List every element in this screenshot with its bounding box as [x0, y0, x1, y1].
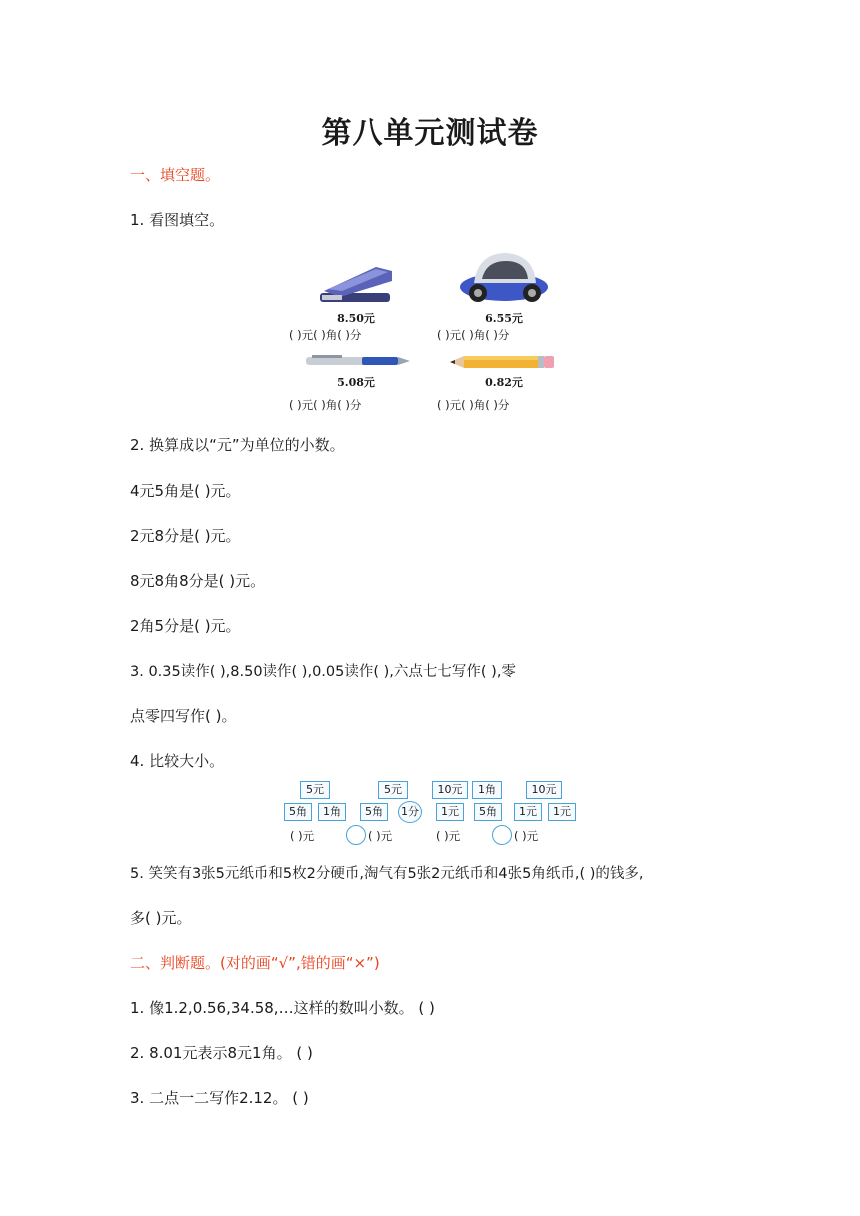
stapler-icon — [318, 257, 396, 307]
question-2-line-3: 8元8角8分是( )元。 — [130, 572, 266, 590]
compare-blank: ( )元 — [436, 829, 461, 843]
question-2-text: 2. 换算成以“元”为单位的小数。 — [130, 436, 345, 454]
question-2-line-4: 2角5分是( )元。 — [130, 617, 241, 635]
money-box: 10元 — [526, 781, 562, 799]
compare-blank: ( )元 — [290, 829, 315, 843]
coin-box: 1分 — [398, 801, 422, 823]
money-box: 1角 — [472, 781, 502, 799]
compare-blank: ( )元 — [514, 829, 539, 843]
money-box: 5元 — [300, 781, 330, 799]
stapler-price: 8.50元 — [337, 312, 375, 325]
judge-item-2: 2. 8.01元表示8元1角。 ( ) — [130, 1044, 313, 1062]
money-box: 1角 — [318, 803, 346, 821]
question-3-line-1: 3. 0.35读作( ),8.50读作( ),0.05读作( ),六点七七写作( ),零 — [130, 664, 516, 680]
pen-answer-blanks: ( )元( )角( )分 — [289, 398, 362, 412]
money-box: 10元 — [432, 781, 468, 799]
pen-price: 5.08元 — [337, 376, 375, 389]
section-judge-heading: 二、判断题。(对的画“√”,错的画“×”) — [130, 954, 380, 972]
money-box: 5角 — [474, 803, 502, 821]
money-box: 1元 — [436, 803, 464, 821]
pen-icon — [302, 354, 412, 368]
page-title: 第八单元测试卷 — [321, 116, 539, 151]
toy-car-answer-blanks: ( )元( )角( )分 — [437, 328, 510, 342]
compare-circle[interactable] — [346, 825, 366, 845]
section-fill-in-heading: 一、填空题。 — [130, 166, 221, 184]
question-3-line-2: 点零四写作( )。 — [130, 707, 237, 725]
question-4-text: 4. 比较大小。 — [130, 752, 225, 770]
pencil-answer-blanks: ( )元( )角( )分 — [437, 398, 510, 412]
compare-blank: ( )元 — [368, 829, 393, 843]
toy-car-price: 6.55元 — [485, 312, 523, 325]
question-1-text: 1. 看图填空。 — [130, 211, 225, 229]
money-box: 5角 — [284, 803, 312, 821]
stapler-answer-blanks: ( )元( )角( )分 — [289, 328, 362, 342]
money-box: 5元 — [378, 781, 408, 799]
question-2-line-1: 4元5角是( )元。 — [130, 482, 241, 500]
pencil-icon — [448, 354, 556, 370]
pencil-price: 0.82元 — [485, 376, 523, 389]
question-2-line-2: 2元8分是( )元。 — [130, 527, 241, 545]
judge-item-1: 1. 像1.2,0.56,34.58,…这样的数叫小数。 ( ) — [130, 999, 435, 1017]
toy-car-icon — [456, 249, 552, 307]
money-box: 1元 — [514, 803, 542, 821]
question-5-line-2: 多( )元。 — [130, 909, 192, 927]
question-5-line-1: 5. 笑笑有3张5元纸币和5枚2分硬币,淘气有5张2元纸币和4张5角纸币,( )的钱多, — [130, 866, 644, 882]
money-box: 1元 — [548, 803, 576, 821]
judge-item-3: 3. 二点一二写作2.12。 ( ) — [130, 1089, 309, 1107]
compare-circle[interactable] — [492, 825, 512, 845]
money-box: 5角 — [360, 803, 388, 821]
